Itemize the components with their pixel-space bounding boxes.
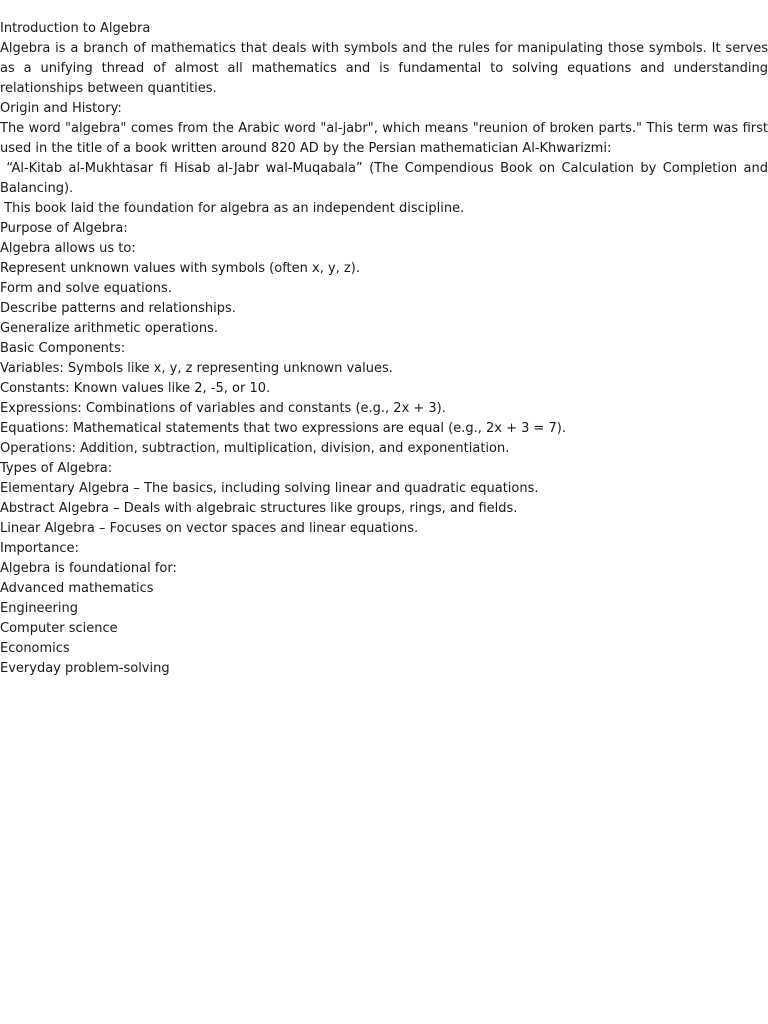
purpose-heading: Purpose of Algebra: — [0, 221, 128, 236]
list-item: Equations: Mathematical statements that two expressions are equal (e.g., 2x + 3 = 7). — [0, 421, 567, 436]
list-item: Abstract Algebra – Deals with algebraic structures like groups, rings, and fields. — [0, 501, 518, 516]
purpose-lead: Algebra allows us to: — [0, 241, 136, 256]
list-item: Linear Algebra – Focuses on vector spaces and linear equations. — [0, 521, 419, 536]
list-item: Advanced mathematics — [0, 581, 154, 596]
list-item: Engineering — [0, 601, 78, 616]
list-item: Variables: Symbols like x, y, z representing unknown values. — [0, 361, 393, 376]
components-heading: Basic Components: — [0, 341, 126, 356]
origin-note: This book laid the foundation for algebra as an independent discipline. — [0, 201, 465, 216]
intro-paragraph: Algebra is a branch of mathematics that deals with symbols and the rules for manipulating those symbols. It serves as a unifying thread of almost all mathematics and is fundamental to solving equations and understanding relationships between quantities. — [0, 41, 768, 96]
importance-lead: Algebra is foundational for: — [0, 561, 177, 576]
list-item: Economics — [0, 641, 70, 656]
list-item: Computer science — [0, 621, 118, 636]
list-item: Operations: Addition, subtraction, multiplication, division, and exponentiation. — [0, 441, 510, 456]
origin-paragraph: The word "algebra" comes from the Arabic word "al-jabr", which means "reunion of broken parts." This term was first used in the title of a book written around 820 AD by the Persian mathematician Al-Khwarizmi: — [0, 121, 768, 156]
list-item: Elementary Algebra – The basics, including solving linear and quadratic equations. — [0, 481, 539, 496]
list-item: Represent unknown values with symbols (often x, y, z). — [0, 261, 360, 276]
types-heading: Types of Algebra: — [0, 461, 113, 476]
list-item: Describe patterns and relationships. — [0, 301, 236, 316]
list-item: Generalize arithmetic operations. — [0, 321, 219, 336]
origin-heading: Origin and History: — [0, 101, 122, 116]
book-title: “Al-Kitab al-Mukhtasar fi Hisab al-Jabr wal-Muqabala” (The Compendious Book on Calculation by Completion and Balancing). — [0, 161, 768, 196]
list-item: Everyday problem-solving — [0, 661, 170, 676]
document-title: Introduction to Algebra — [0, 21, 151, 36]
importance-heading: Importance: — [0, 541, 79, 556]
list-item: Form and solve equations. — [0, 281, 172, 296]
list-item: Expressions: Combinations of variables and constants (e.g., 2x + 3). — [0, 401, 446, 416]
list-item: Constants: Known values like 2, -5, or 10. — [0, 381, 271, 396]
